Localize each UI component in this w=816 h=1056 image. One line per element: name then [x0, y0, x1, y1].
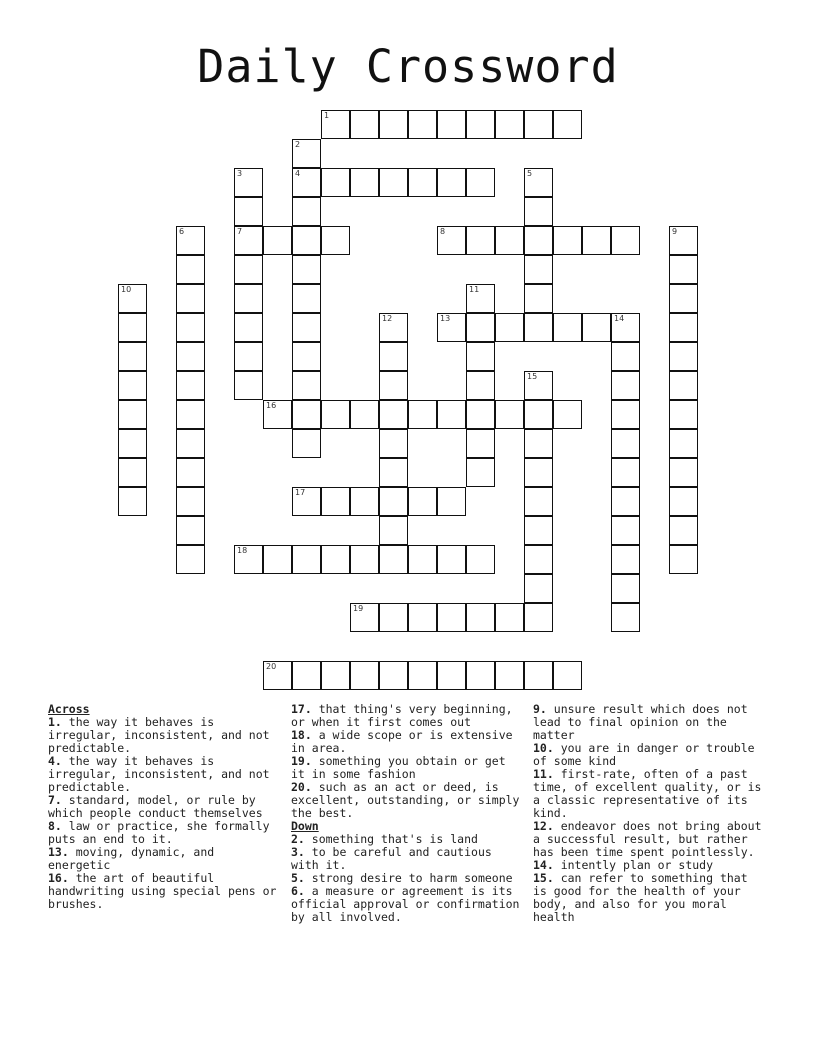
clue-item: 8. law or practice, she formally puts an end to it.	[48, 819, 270, 846]
grid-cell[interactable]	[379, 110, 408, 139]
clue-number: 4	[295, 169, 301, 178]
grid-cell[interactable]	[524, 313, 553, 342]
grid-cell[interactable]	[321, 400, 350, 429]
clue-item: 1. the way it behaves is irregular, inconsistent, and not predictable.	[48, 715, 270, 755]
clue-item: 12. endeavor does not bring about a successful result, but rather has been time spent pointlessly.	[533, 819, 762, 859]
grid-cell[interactable]	[553, 313, 582, 342]
grid-cell[interactable]	[466, 545, 495, 574]
clue-item: 6. a measure or agreement is its official approval or confirmation by all involved.	[291, 884, 520, 924]
grid-cell[interactable]	[669, 429, 698, 458]
grid-cell[interactable]	[263, 400, 292, 429]
grid-cell[interactable]	[524, 458, 553, 487]
grid-cell[interactable]	[263, 661, 292, 690]
grid-cell[interactable]	[466, 342, 495, 371]
grid-cell[interactable]	[553, 661, 582, 690]
clue-number: 6	[179, 227, 185, 236]
clue-number: 5	[527, 169, 533, 178]
clue-number: 18	[237, 546, 248, 555]
clue-number: 2	[295, 140, 301, 149]
clue-number: 11	[469, 285, 480, 294]
clue-item: 2. something that's is land	[291, 832, 478, 846]
grid-cell[interactable]	[669, 226, 698, 255]
grid-cell[interactable]	[234, 313, 263, 342]
grid-cell[interactable]	[524, 661, 553, 690]
grid-cell[interactable]	[234, 226, 263, 255]
grid-cell[interactable]	[379, 603, 408, 632]
grid-cell[interactable]	[176, 313, 205, 342]
clue-item: 14. intently plan or study	[533, 858, 714, 872]
grid-cell[interactable]	[495, 110, 524, 139]
grid-cell[interactable]	[553, 226, 582, 255]
clue-number: 13	[440, 314, 451, 323]
down-clue-list-continued	[533, 703, 768, 924]
grid-cell[interactable]	[350, 661, 379, 690]
clue-column-1	[48, 703, 283, 911]
grid-cell[interactable]	[379, 487, 408, 516]
grid-cell[interactable]	[582, 226, 611, 255]
grid-cell[interactable]	[437, 545, 466, 574]
grid-cell[interactable]	[321, 168, 350, 197]
grid-cell[interactable]	[437, 226, 466, 255]
grid-cell[interactable]	[350, 545, 379, 574]
grid-cell[interactable]	[466, 226, 495, 255]
clue-column-3	[533, 703, 768, 924]
across-clue-list	[48, 716, 283, 911]
grid-cell[interactable]	[176, 226, 205, 255]
grid-cell[interactable]	[611, 574, 640, 603]
grid-cell[interactable]	[437, 168, 466, 197]
grid-cell[interactable]	[524, 110, 553, 139]
grid-cell[interactable]	[118, 342, 147, 371]
grid-cell[interactable]	[176, 400, 205, 429]
grid-cell[interactable]	[524, 168, 553, 197]
grid-cell[interactable]	[292, 371, 321, 400]
grid-cell[interactable]	[495, 226, 524, 255]
down-heading: Down	[291, 819, 319, 833]
down-clue-list	[291, 833, 526, 924]
grid-cell[interactable]	[379, 342, 408, 371]
grid-cell[interactable]	[350, 400, 379, 429]
grid-cell[interactable]	[263, 545, 292, 574]
grid-cell[interactable]	[611, 226, 640, 255]
grid-cell[interactable]	[379, 429, 408, 458]
grid-cell[interactable]	[234, 168, 263, 197]
grid-cell[interactable]	[669, 284, 698, 313]
grid-cell[interactable]	[466, 110, 495, 139]
grid-cell[interactable]	[611, 313, 640, 342]
grid-cell[interactable]	[495, 313, 524, 342]
grid-cell[interactable]	[524, 487, 553, 516]
grid-cell[interactable]	[408, 168, 437, 197]
grid-cell[interactable]	[437, 400, 466, 429]
grid-cell[interactable]	[350, 110, 379, 139]
grid-cell[interactable]	[379, 516, 408, 545]
grid-cell[interactable]	[292, 487, 321, 516]
grid-cell[interactable]	[524, 197, 553, 226]
clue-number: 8	[440, 227, 446, 236]
clue-number: 14	[614, 314, 625, 323]
grid-cell[interactable]	[669, 313, 698, 342]
grid-cell[interactable]	[118, 487, 147, 516]
grid-cell[interactable]	[234, 342, 263, 371]
grid-cell[interactable]	[292, 255, 321, 284]
grid-cell[interactable]	[437, 313, 466, 342]
grid-cell[interactable]	[437, 110, 466, 139]
grid-cell[interactable]	[611, 487, 640, 516]
grid-cell[interactable]	[292, 139, 321, 168]
grid-cell[interactable]	[524, 429, 553, 458]
clue-number: 9	[672, 227, 678, 236]
clue-number: 12	[382, 314, 393, 323]
grid-cell[interactable]	[408, 661, 437, 690]
grid-cell[interactable]	[408, 545, 437, 574]
grid-cell[interactable]	[292, 313, 321, 342]
grid-cell[interactable]	[611, 371, 640, 400]
clue-item: 15. can refer to something that is good for the health of your body, and also for you moral health	[533, 871, 748, 924]
clue-number: 20	[266, 662, 277, 671]
grid-cell[interactable]	[669, 487, 698, 516]
grid-cell[interactable]	[437, 603, 466, 632]
grid-cell[interactable]	[292, 197, 321, 226]
grid-cell[interactable]	[466, 429, 495, 458]
grid-cell[interactable]	[524, 516, 553, 545]
clue-item: 19. something you obtain or get it in some fashion	[291, 754, 506, 781]
grid-cell[interactable]	[582, 313, 611, 342]
grid-cell[interactable]	[466, 661, 495, 690]
grid-cell[interactable]	[292, 429, 321, 458]
grid-cell[interactable]	[466, 458, 495, 487]
grid-cell[interactable]	[234, 197, 263, 226]
grid-cell[interactable]	[379, 458, 408, 487]
clue-item: 13. moving, dynamic, and energetic	[48, 845, 215, 872]
grid-cell[interactable]	[437, 661, 466, 690]
grid-cell[interactable]	[292, 168, 321, 197]
clue-number: 3	[237, 169, 243, 178]
clue-item: 16. the art of beautiful handwriting using special pens or brushes.	[48, 871, 277, 911]
across-clue-list-continued	[291, 703, 526, 820]
grid-cell[interactable]	[611, 516, 640, 545]
clue-item: 10. you are in danger or trouble of some kind	[533, 741, 755, 768]
grid-cell[interactable]	[234, 545, 263, 574]
grid-cell[interactable]	[524, 284, 553, 313]
grid-cell[interactable]	[176, 487, 205, 516]
grid-cell[interactable]	[611, 603, 640, 632]
grid-cell[interactable]	[379, 168, 408, 197]
clue-item: 7. standard, model, or rule by which people conduct themselves	[48, 793, 263, 820]
clue-item: 11. first-rate, often of a past time, of excellent quality, or is a classic representative of its kind.	[533, 767, 762, 820]
grid-cell[interactable]	[408, 603, 437, 632]
grid-cell[interactable]	[669, 255, 698, 284]
grid-cell[interactable]	[118, 284, 147, 313]
grid-cell[interactable]	[321, 661, 350, 690]
clue-item: 20. such as an act or deed, is excellent, outstanding, or simply the best.	[291, 780, 520, 820]
grid-cell[interactable]	[263, 226, 292, 255]
clue-item: 9. unsure result which does not lead to final opinion on the matter	[533, 702, 748, 742]
grid-cell[interactable]	[350, 487, 379, 516]
clue-number: 1	[324, 111, 330, 120]
grid-cell[interactable]	[553, 400, 582, 429]
clue-number: 17	[295, 488, 306, 497]
grid-cell[interactable]	[437, 487, 466, 516]
grid-cell[interactable]	[408, 110, 437, 139]
grid-cell[interactable]	[611, 545, 640, 574]
grid-cell[interactable]	[466, 371, 495, 400]
grid-cell[interactable]	[118, 429, 147, 458]
grid-cell[interactable]	[176, 516, 205, 545]
grid-cell[interactable]	[466, 400, 495, 429]
grid-cell[interactable]	[118, 458, 147, 487]
grid-cell[interactable]	[524, 545, 553, 574]
grid-cell[interactable]	[234, 255, 263, 284]
grid-cell[interactable]	[379, 400, 408, 429]
grid-cell[interactable]	[524, 603, 553, 632]
grid-cell[interactable]	[350, 603, 379, 632]
grid-cell[interactable]	[495, 603, 524, 632]
grid-cell[interactable]	[495, 661, 524, 690]
clue-number: 10	[121, 285, 132, 294]
grid-cell[interactable]	[292, 545, 321, 574]
grid-cell[interactable]	[611, 400, 640, 429]
grid-cell[interactable]	[553, 110, 582, 139]
clue-item: 5. strong desire to harm someone	[291, 871, 513, 885]
grid-cell[interactable]	[466, 603, 495, 632]
grid-cell[interactable]	[669, 400, 698, 429]
grid-cell[interactable]	[379, 661, 408, 690]
grid-cell[interactable]	[611, 342, 640, 371]
grid-cell[interactable]	[669, 545, 698, 574]
grid-cell[interactable]	[379, 313, 408, 342]
clue-column-2	[291, 703, 526, 924]
grid-cell[interactable]	[321, 110, 350, 139]
grid-cell[interactable]	[118, 400, 147, 429]
grid-cell[interactable]	[321, 545, 350, 574]
grid-cell[interactable]	[321, 226, 350, 255]
grid-cell[interactable]	[176, 284, 205, 313]
grid-cell[interactable]	[292, 342, 321, 371]
grid-cell[interactable]	[379, 545, 408, 574]
grid-cell[interactable]	[466, 284, 495, 313]
grid-cell[interactable]	[669, 342, 698, 371]
grid-cell[interactable]	[176, 545, 205, 574]
clue-number: 16	[266, 401, 277, 410]
grid-cell[interactable]	[234, 284, 263, 313]
grid-cell[interactable]	[118, 313, 147, 342]
grid-cell[interactable]	[669, 371, 698, 400]
grid-cell[interactable]	[176, 255, 205, 284]
grid-cell[interactable]	[669, 516, 698, 545]
grid-cell[interactable]	[466, 313, 495, 342]
puzzle-title: Daily Crossword	[197, 40, 619, 93]
grid-cell[interactable]	[466, 168, 495, 197]
grid-cell[interactable]	[524, 574, 553, 603]
grid-cell[interactable]	[495, 400, 524, 429]
grid-cell[interactable]	[292, 284, 321, 313]
grid-cell[interactable]	[292, 661, 321, 690]
grid-cell[interactable]	[176, 458, 205, 487]
clue-item: 4. the way it behaves is irregular, inconsistent, and not predictable.	[48, 754, 270, 794]
grid-cell[interactable]	[611, 429, 640, 458]
grid-cell[interactable]	[321, 487, 350, 516]
grid-cell[interactable]	[408, 487, 437, 516]
grid-cell[interactable]	[669, 458, 698, 487]
grid-cell[interactable]	[524, 371, 553, 400]
across-heading: Across	[48, 702, 90, 716]
grid-cell[interactable]	[524, 400, 553, 429]
grid-cell[interactable]	[118, 371, 147, 400]
clue-number: 7	[237, 227, 243, 236]
grid-cell[interactable]	[176, 371, 205, 400]
grid-cell[interactable]	[176, 342, 205, 371]
clue-item: 17. that thing's very beginning, or when it first comes out	[291, 702, 513, 729]
grid-cell[interactable]	[176, 429, 205, 458]
grid-cell[interactable]	[350, 168, 379, 197]
grid-cell[interactable]	[524, 255, 553, 284]
grid-cell[interactable]	[524, 226, 553, 255]
grid-cell[interactable]	[379, 371, 408, 400]
grid-cell[interactable]	[292, 400, 321, 429]
clue-number: 15	[527, 372, 538, 381]
clue-item: 3. to be careful and cautious with it.	[291, 845, 492, 872]
grid-cell[interactable]	[408, 400, 437, 429]
grid-cell[interactable]	[611, 458, 640, 487]
clue-number: 19	[353, 604, 364, 613]
grid-cell[interactable]	[234, 371, 263, 400]
clue-item: 18. a wide scope or is extensive in area.	[291, 728, 513, 755]
grid-cell[interactable]	[292, 226, 321, 255]
